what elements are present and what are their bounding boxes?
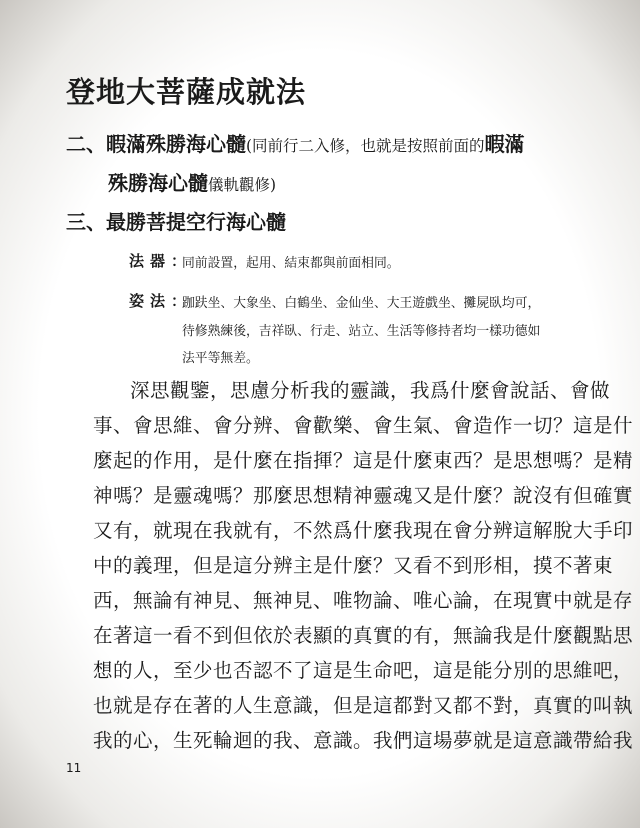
body-paragraph-line: 西，無論有神見、無神見、唯物論、唯心論，在現實中就是存	[93, 589, 634, 612]
body-paragraph-line: 也就是存在著的人生意識，但是這都對又都不對，真實的叫執	[93, 694, 634, 717]
body-paragraph-line: 中的義理，但是這分辨主是什麼？又看不到形相，摸不著東	[93, 554, 614, 577]
section-2-title-part2: 暇滿	[484, 132, 525, 156]
page-title: 登地大菩薩成就法	[66, 75, 307, 109]
zifa-line: 待修熟練後，吉祥臥、行走、站立、生活等修持者均一樣功德如	[182, 324, 541, 339]
body-paragraph-line: 麼起的作用，是什麼在指揮？這是什麼東西？是思想嗎？是精	[93, 449, 634, 472]
body-paragraph-line: 想的人，至少也否認不了這是生命吧，這是能分別的思維吧，	[93, 659, 634, 682]
body-paragraph-line: 深思觀鑒，思慮分析我的靈識，我爲什麼會說話、會做	[130, 379, 611, 402]
section-2-note: (同前行二入修，也就是按照前面的	[246, 137, 485, 155]
body-paragraph-line: 神嗎？是靈魂嗎？那麼思想精神靈魂又是什麼？說沒有但確實	[93, 484, 634, 507]
section-2-title: 二、暇滿殊勝海心髓	[66, 132, 246, 156]
section-2-note-cont: 儀軌觀修)	[208, 176, 277, 194]
zifa-line: 法平等無差。	[182, 351, 259, 366]
zifa-line: 跏趺坐、大象坐、白鶴坐、金仙坐、大王遊戲坐、攤屍臥均可，	[182, 296, 541, 311]
section-2-heading-line2	[108, 167, 276, 196]
body-paragraph-line: 事、會思維、會分辨、會歡樂、會生氣、會造作一切？這是什	[93, 414, 634, 437]
body-paragraph-line: 我的心，生死輪迴的我、意識。我們這場夢就是這意識帶給我	[93, 729, 634, 752]
body-paragraph-line: 又有，就現在我就有，不然爲什麼我現在會分辨這解脫大手印	[93, 519, 634, 542]
faqi-text: 同前設置，起用、結束都與前面相同。	[182, 256, 400, 271]
page-number: 11	[66, 761, 82, 775]
section-2-heading-line1	[66, 128, 525, 157]
section-2-title-cont: 殊勝海心髓	[108, 171, 208, 195]
zifa-label: 姿法：	[129, 292, 193, 310]
faqi-label: 法器：	[129, 252, 193, 270]
section-3-heading: 三、最勝菩提空行海心髓	[66, 210, 286, 234]
body-paragraph-line: 在著這一看不到但依於表顯的真實的有，無論我是什麼觀點思	[93, 624, 634, 647]
